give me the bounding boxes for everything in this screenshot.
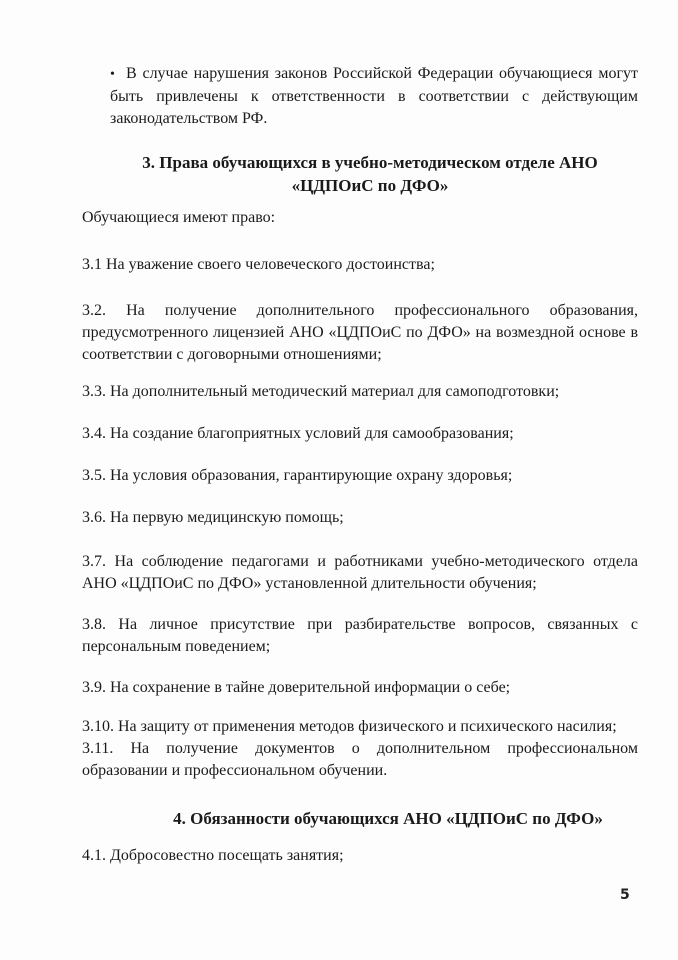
list-item: 3.10. На защиту от применения методов физического и психического насилия; xyxy=(82,718,617,735)
bullet-item-text: В случае нарушения законов Российской Федерации обучающиеся могут быть привлечены к ответственности в соответствии с действующим законодательством РФ. xyxy=(110,65,638,127)
list-item: 3.9. На сохранение в тайне доверительной информации о себе; xyxy=(82,679,511,696)
list-item: 3.2. На получение дополнительного профессионального образования, предусмотренного лицензией АНО «ЦДПОиС по ДФО» на возмездной основе в соответствии с договорными отношениями; xyxy=(82,302,638,363)
bullet-icon: • xyxy=(110,67,115,82)
list-item: 3.4. На создание благоприятных условий для самообразования; xyxy=(82,425,514,442)
section-4-heading: 4. Обязанности обучающихся АНО «ЦДПОиС по ДФО» xyxy=(173,809,603,828)
page-number: 5 xyxy=(620,887,630,903)
list-item: 3.6. На первую медицинскую помощь; xyxy=(82,509,344,526)
list-item: 3.3. На дополнительный методический материал для самоподготовки; xyxy=(82,383,560,400)
bullet-item xyxy=(110,63,638,130)
list-item: 3.5. На условия образования, гарантирующие охрану здоровья; xyxy=(82,467,513,484)
section-3-intro: Обучающиеся имеют право: xyxy=(82,209,276,226)
list-item: 3.7. На соблюдение педагогами и работниками учебно-методического отдела АНО «ЦДПОиС по ДФО» установленной длительности обучения; xyxy=(82,553,638,592)
list-item: 3.11. На получение документов о дополнительном профессиональном образовании и профессиональном обучении. xyxy=(82,740,638,779)
list-item: 4.1. Добросовестно посещать занятия; xyxy=(82,847,344,864)
section-3-heading: 3. Права обучающихся в учебно-методическом отделе АНО «ЦДПОиС по ДФО» xyxy=(142,153,598,195)
list-item: 3.1 На уважение своего человеческого достоинства; xyxy=(82,256,435,273)
list-item: 3.8. На личное присутствие при разбирательстве вопросов, связанных с персональным поведением; xyxy=(82,616,638,655)
